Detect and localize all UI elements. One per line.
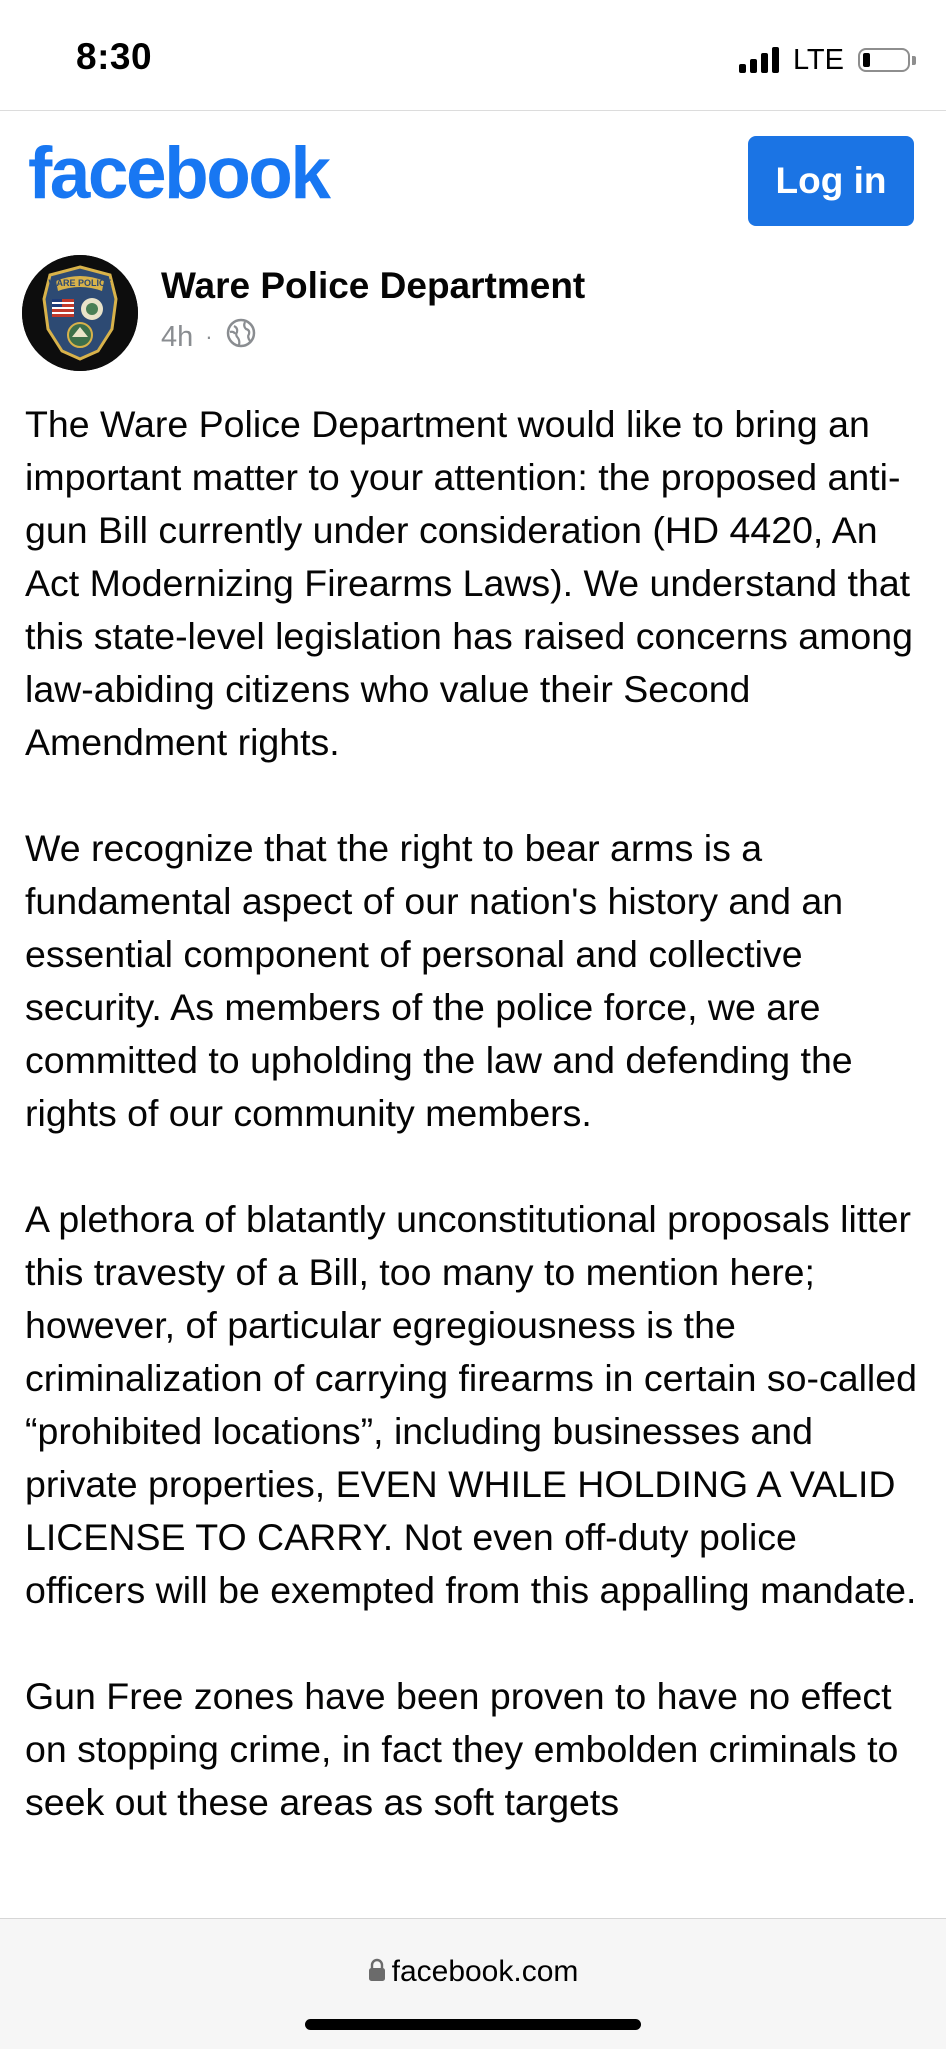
- battery-icon: [858, 48, 910, 72]
- log-in-button[interactable]: Log in: [748, 136, 914, 226]
- meta-separator: ·: [205, 324, 213, 349]
- post-paragraph: The Ware Police Department would like to bring an important matter to your attention: the proposed anti-gun Bill currently under consideration (HD 4420, An Act Modernizing Firearms Laws). We understand that this state-level legislation has raised concerns among law-abiding citizens who value their Second Amendment rights.: [25, 403, 924, 763]
- network-type-label: LTE: [792, 43, 844, 76]
- cellular-signal-icon: [739, 47, 779, 73]
- post-text: [25, 398, 928, 1882]
- avatar[interactable]: [22, 255, 138, 371]
- status-indicators: [739, 40, 910, 80]
- page-name-link[interactable]: Ware Police Department: [161, 265, 586, 306]
- post-meta: [161, 317, 257, 357]
- post-header: [0, 255, 946, 375]
- home-indicator[interactable]: [305, 2019, 641, 2030]
- globe-icon: [225, 317, 257, 357]
- address-bar[interactable]: [0, 1955, 946, 1989]
- facebook-logo[interactable]: facebook: [28, 133, 329, 214]
- post-timestamp[interactable]: 4h: [161, 320, 194, 353]
- post-paragraph: A plethora of blatantly unconstitutional proposals litter this travesty of a Bill, too many to mention here; however, of particular egregiousness is the criminalization of carrying firearms in certain so-called “prohibited locations”, including businesses and private properties, EVEN WHILE HOLDING A VALID LICENSE TO CARRY. Not even off-duty police officers will be exempted from this appalling mandate.: [25, 1198, 928, 1611]
- status-bar: [0, 0, 946, 111]
- police-badge-icon: [22, 255, 138, 371]
- avatar-badge-text: WARE POLICE: [48, 278, 112, 288]
- browser-bottom-bar: [0, 1918, 946, 2049]
- url-text[interactable]: facebook.com: [391, 1955, 579, 1988]
- lock-icon: [368, 1958, 386, 1987]
- post-paragraph: We recognize that the right to bear arms is a fundamental aspect of our nation's history and an essential component of personal and collective security. As members of the police force, we are committed to upholding the law and defending the rights of our community members.: [25, 827, 864, 1134]
- post-paragraph: Gun Free zones have been proven to have no effect on stopping crime, in fact they embolden criminals to seek out these areas as soft targets: [25, 1675, 909, 1823]
- facebook-header: [0, 111, 946, 241]
- status-time: 8:30: [76, 36, 153, 77]
